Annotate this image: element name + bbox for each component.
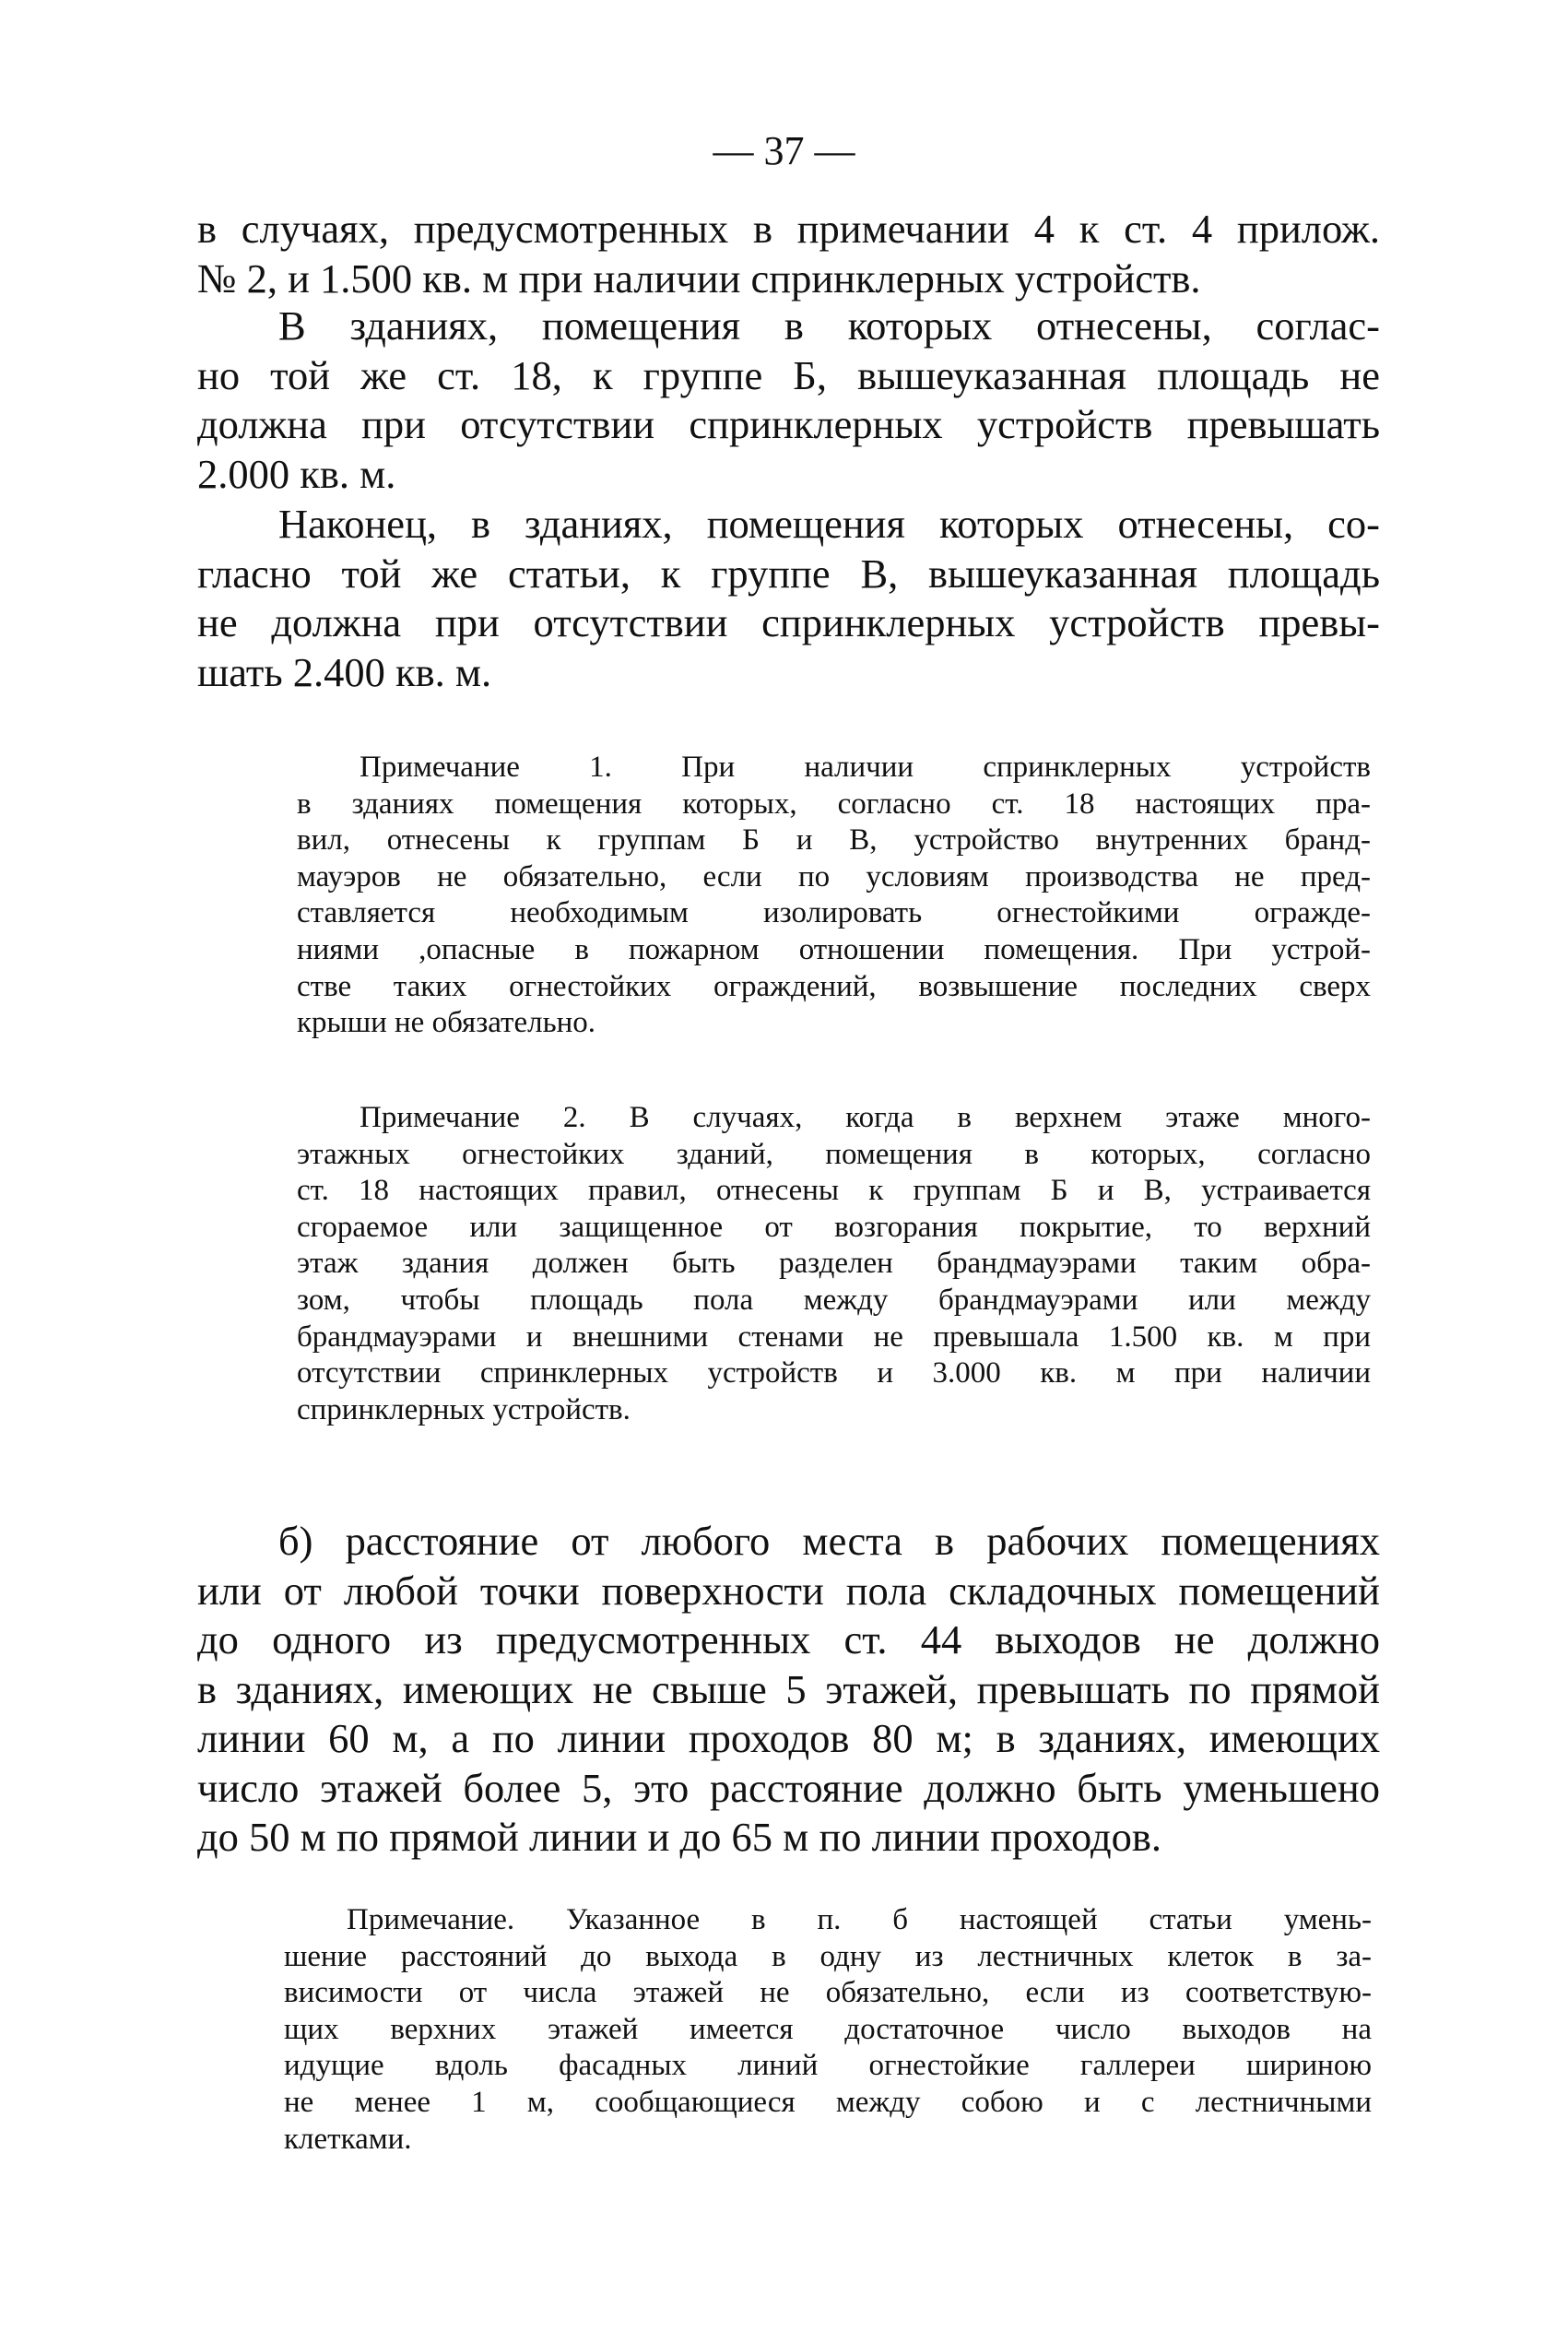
text-line: вил, отнесены к группам Б и В, устройство внутренних бранд- (297, 823, 1371, 858)
text-line: должна при отсутствии спринклерных устройств превышать (197, 401, 1380, 447)
text-line: брандмауэрами и внешними стенами не превышала 1.500 кв. м при (297, 1319, 1371, 1354)
text-line: сгораемое или защищенное от возгорания покрытие, то верхний (297, 1210, 1371, 1244)
note-3 (284, 1902, 1372, 2158)
text-line: зом, чтобы площадь пола между брандмауэрами или между (297, 1283, 1371, 1317)
text-line: шение расстояний до выхода в одну из лестничных клеток в за- (284, 1939, 1372, 1973)
text-line: спринклерных устройств. (297, 1392, 631, 1426)
text-line: мауэров не обязательно, если по условиям производства не пред- (297, 859, 1371, 893)
text-line: до одного из предусмотренных ст. 44 выходов не должно (197, 1616, 1380, 1662)
text-line: линии 60 м, а по линии проходов 80 м; в зданиях, имеющих (197, 1715, 1380, 1761)
text-line: гласно той же статьи, к группе В, вышеуказанная площадь (197, 550, 1380, 597)
text-line: Примечание 1. При наличии спринклерных устройств (360, 751, 1371, 784)
note-1 (297, 750, 1371, 1042)
text-line: б) расстояние от любого места в рабочих помещениях (278, 1518, 1380, 1564)
text-line: клетками. (284, 2122, 412, 2156)
text-line: № 2, и 1.500 кв. м при наличии спринклерных устройств. (197, 254, 1201, 302)
text-line: в случаях, предусмотренных в примечании 4 к ст. 4 прилож. (197, 206, 1380, 252)
text-line: щих верхних этажей имеется достаточное число выходов на (284, 2012, 1372, 2046)
text-line: Наконец, в зданиях, помещения которых отнесены, со- (278, 501, 1380, 547)
text-line: Примечание 2. В случаях, когда в верхнем этаже много- (360, 1101, 1371, 1134)
text-line: число этажей более 5, это расстояние должно быть уменьшено (197, 1764, 1380, 1811)
text-line: до 50 м по прямой линии и до 65 м по линии проходов. (197, 1814, 1161, 1860)
note-2 (297, 1100, 1371, 1428)
paragraph-item-b (197, 1517, 1380, 1863)
text-line: но той же ст. 18, к группе Б, вышеуказанная площадь не (197, 351, 1380, 398)
paragraph-continuation (197, 205, 1380, 303)
text-line: не должна при отсутствии спринклерных устройств превы- (197, 599, 1380, 645)
text-line: стве таких огнестойких ограждений, возвышение последних сверх (297, 969, 1371, 1003)
text-line: или от любой точки поверхности пола складочных помещений (197, 1567, 1380, 1614)
text-line: этаж здания должен быть разделен брандмауэрами таким обра- (297, 1247, 1371, 1281)
paragraph-group-b (197, 302, 1380, 499)
text-line: Примечание. Указанное в п. б настоящей статьи умень- (347, 1903, 1372, 1936)
text-line: отсутствии спринклерных устройств и 3.000 кв. м при наличии (297, 1356, 1371, 1390)
text-line: ставляется необходимым изолировать огнестойкими огражде- (297, 896, 1371, 930)
text-line: ст. 18 настоящих правил, отнесены к группам Б и В, устраивается (297, 1174, 1371, 1208)
text-line: этажных огнестойких зданий, помещения в которых, согласно (297, 1137, 1371, 1171)
text-line: крыши не обязательно. (297, 1006, 596, 1040)
text-line: 2.000 кв. м. (197, 450, 396, 497)
paragraph-group-v (197, 500, 1380, 697)
text-line: В зданиях, помещения в которых отнесены, соглас- (278, 302, 1380, 349)
text-line: в зданиях помещения которых, согласно ст. 18 настоящих пра- (297, 787, 1371, 821)
text-line: не менее 1 м, сообщающиеся между собою и с лестничными (284, 2085, 1372, 2119)
text-line: шать 2.400 кв. м. (197, 648, 492, 695)
text-line: идущие вдоль фасадных линий огнестойкие галлереи шириною (284, 2049, 1372, 2083)
page-number: — 37 — (713, 128, 855, 173)
text-line: ниями ,опасные в пожарном отношении помещения. При устрой- (297, 932, 1371, 966)
text-line: в зданиях, имеющих не свыше 5 этажей, превышать по прямой (197, 1665, 1380, 1712)
text-line: висимости от числа этажей не обязательно, если из соответствую- (284, 1976, 1372, 2010)
